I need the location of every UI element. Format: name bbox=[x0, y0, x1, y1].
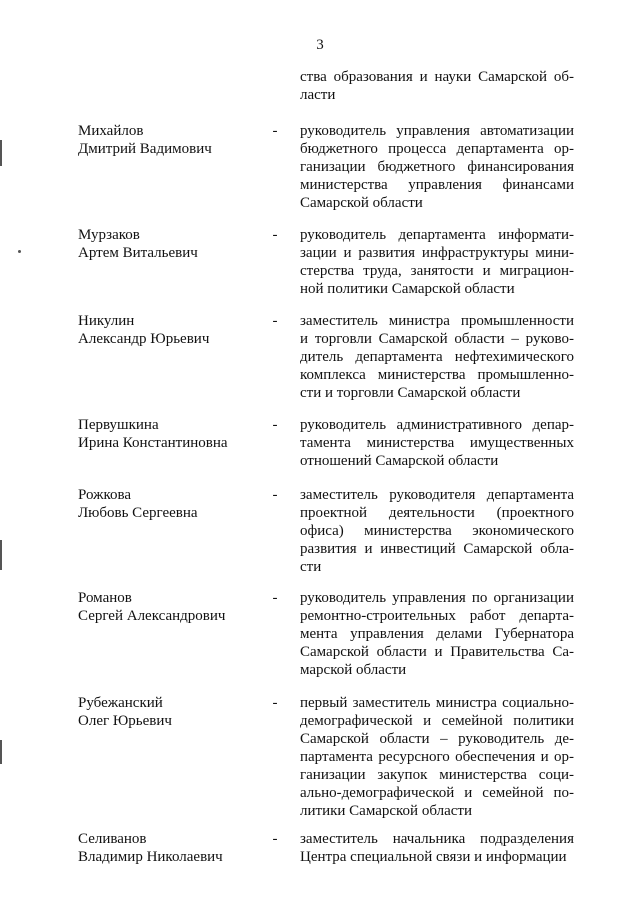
member-position bbox=[300, 122, 574, 212]
desc-line: ганизации бюджетного финансирования bbox=[300, 159, 574, 175]
desc-line: ально-демографической и семейной по- bbox=[300, 785, 574, 801]
desc-line: развития и инвестиций Самарской обла- bbox=[300, 541, 574, 557]
desc-line: заместитель министра промышленности bbox=[300, 313, 574, 329]
desc-line: стерства труда, занятости и миграцион- bbox=[300, 263, 574, 279]
desc-line: министерства управления финансами bbox=[300, 177, 574, 193]
scan-edge-mark bbox=[0, 140, 2, 166]
member-given-names: Сергей Александрович bbox=[78, 608, 226, 624]
member-name bbox=[78, 486, 263, 522]
member-surname: Никулин bbox=[78, 313, 135, 329]
desc-line: зации и развития инфраструктуры мини- bbox=[300, 245, 574, 261]
scan-edge-mark bbox=[0, 740, 2, 764]
member-given-names: Ирина Константиновна bbox=[78, 435, 228, 451]
member-position bbox=[300, 416, 574, 470]
member-name bbox=[78, 122, 263, 158]
separator-dash: - bbox=[272, 313, 278, 329]
member-given-names: Олег Юрьевич bbox=[78, 713, 172, 729]
member-position bbox=[300, 486, 574, 576]
desc-line: ласти bbox=[300, 87, 336, 103]
desc-line: демографической и семейной политики bbox=[300, 713, 574, 729]
desc-line: заместитель руководителя департамента bbox=[300, 487, 574, 503]
member-surname: Рожкова bbox=[78, 487, 132, 503]
desc-line: ганизации закупок министерства соци- bbox=[300, 767, 574, 783]
desc-line: и торговли Самарской области – руково- bbox=[300, 331, 574, 347]
desc-line: комплекса министерства промышленно- bbox=[300, 367, 574, 383]
member-surname: Рубежанский bbox=[78, 695, 163, 711]
member-name bbox=[78, 830, 263, 866]
desc-line: отношений Самарской области bbox=[300, 453, 499, 469]
member-name bbox=[78, 589, 263, 625]
member-surname: Мурзаков bbox=[78, 227, 140, 243]
desc-line: ной политики Самарской области bbox=[300, 281, 515, 297]
separator-dash: - bbox=[272, 695, 278, 711]
member-surname: Селиванов bbox=[78, 831, 147, 847]
member-name bbox=[78, 694, 263, 730]
desc-line: проектной деятельности (проектного bbox=[300, 505, 574, 521]
member-surname: Романов bbox=[78, 590, 132, 606]
member-given-names: Александр Юрьевич bbox=[78, 331, 210, 347]
desc-line: первый заместитель министра социально- bbox=[300, 695, 574, 711]
member-given-names: Владимир Николаевич bbox=[78, 849, 223, 865]
separator-dash: - bbox=[272, 831, 278, 847]
desc-line: заместитель начальника подразделения bbox=[300, 831, 574, 847]
desc-line: марской области bbox=[300, 662, 407, 678]
member-surname: Михайлов bbox=[78, 123, 144, 139]
desc-line: ремонтно-строительных работ департа- bbox=[300, 608, 574, 624]
separator-dash: - bbox=[272, 123, 278, 139]
separator-dash: - bbox=[272, 590, 278, 606]
member-given-names: Дмитрий Вадимович bbox=[78, 141, 212, 157]
member-position bbox=[300, 694, 574, 820]
desc-line: бюджетного процесса департамента ор- bbox=[300, 141, 574, 157]
page-number: 3 bbox=[316, 37, 324, 53]
desc-line: Самарской области – руководитель де- bbox=[300, 731, 574, 747]
member-given-names: Любовь Сергеевна bbox=[78, 505, 198, 521]
desc-line: мента управления делами Губернатора bbox=[300, 626, 574, 642]
desc-line: тамента министерства имущественных bbox=[300, 435, 574, 451]
desc-line: Самарской области и Правительства Са- bbox=[300, 644, 574, 660]
separator-dash: - bbox=[272, 487, 278, 503]
continuation-text bbox=[300, 68, 574, 104]
desc-line: ства образования и науки Самарской об- bbox=[300, 69, 574, 85]
desc-line: сти bbox=[300, 559, 322, 575]
member-surname: Первушкина bbox=[78, 417, 159, 433]
desc-line: Самарской области bbox=[300, 195, 423, 211]
desc-line: дитель департамента нефтехимического bbox=[300, 349, 574, 365]
desc-line: руководитель административного депар- bbox=[300, 417, 574, 433]
member-position bbox=[300, 830, 574, 866]
desc-line: руководитель управления автоматизации bbox=[300, 123, 574, 139]
desc-line: руководитель департамента информати- bbox=[300, 227, 574, 243]
scan-speck bbox=[18, 250, 21, 253]
member-name bbox=[78, 226, 263, 262]
separator-dash: - bbox=[272, 417, 278, 433]
member-position bbox=[300, 312, 574, 402]
separator-dash: - bbox=[272, 227, 278, 243]
desc-line: Центра специальной связи и информации bbox=[300, 849, 567, 865]
desc-line: литики Самарской области bbox=[300, 803, 472, 819]
desc-line: офиса) министерства экономического bbox=[300, 523, 574, 539]
member-name bbox=[78, 312, 263, 348]
member-name bbox=[78, 416, 263, 452]
desc-line: партамента ресурсного обеспечения и ор- bbox=[300, 749, 574, 765]
member-given-names: Артем Витальевич bbox=[78, 245, 198, 261]
member-position bbox=[300, 589, 574, 679]
scan-edge-mark bbox=[0, 540, 2, 570]
member-position bbox=[300, 226, 574, 298]
desc-line: руководитель управления по организации bbox=[300, 590, 574, 606]
desc-line: сти и торговли Самарской области bbox=[300, 385, 521, 401]
